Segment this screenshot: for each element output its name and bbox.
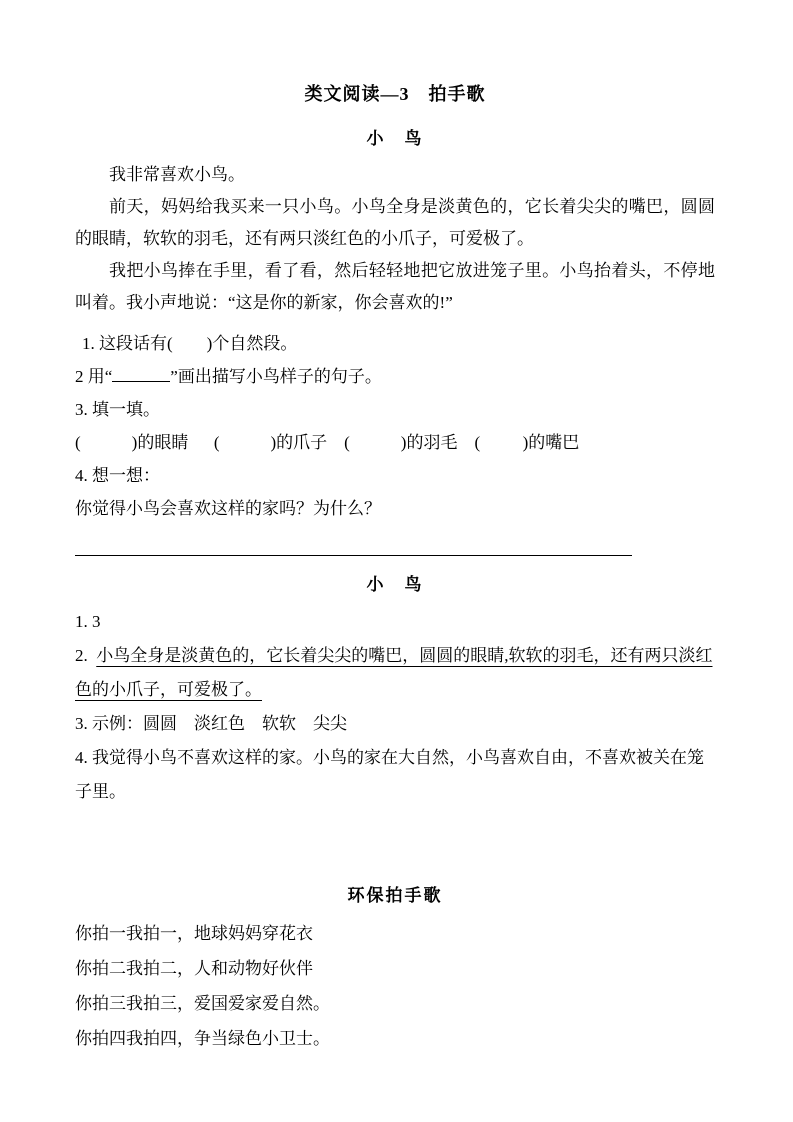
- passage-title: 小 鸟: [366, 129, 424, 148]
- answer-3: 3. 示例：圆圆 淡红色 软软 尖尖: [75, 714, 347, 733]
- poem-block: [75, 881, 715, 1056]
- page-title: 类文阅读—3 拍手歌: [304, 84, 486, 104]
- poem-line: 你拍四我拍四，争当绿色小卫士。: [75, 1029, 330, 1048]
- answers-block: [75, 570, 715, 809]
- answer-2-number: 2.: [75, 646, 97, 665]
- answer-2: [75, 639, 715, 707]
- section-divider: [75, 555, 632, 556]
- poem-line: 你拍一我拍一，地球妈妈穿花衣: [75, 924, 313, 943]
- answer-2-underlined: 小鸟全身是淡黄色的，它长着尖尖的嘴巴，圆圆的眼睛,软软的羽毛，还有两只淡红色的小爪子，可爱极了。: [75, 646, 713, 699]
- questions-block: [75, 327, 715, 525]
- answer-1: 1. 3: [75, 612, 101, 631]
- question-2-suffix: ”画出描写小鸟样子的句子。: [170, 367, 382, 386]
- answer-4: 4. 我觉得小鸟不喜欢这样的家。小鸟的家在大自然，小鸟喜欢自由，不喜欢被关在笼子里。: [75, 748, 704, 801]
- question-4: 4. 想一想：: [75, 466, 160, 485]
- underline-blank: [112, 364, 170, 382]
- question-3: 3. 填一填。: [75, 400, 160, 419]
- question-2-prefix: 2 用“: [75, 367, 113, 386]
- passage-paragraph: 前天，妈妈给我买来一只小鸟。小鸟全身是淡黄色的，它长着尖尖的嘴巴，圆圆的眼睛，软软的羽毛，还有两只淡红色的小爪子，可爱极了。: [75, 197, 715, 248]
- question-2: [75, 360, 715, 393]
- question-1: 1. 这段话有( )个自然段。: [82, 334, 298, 353]
- answers-title: 小 鸟: [366, 575, 424, 594]
- fill-blanks-line: ( )的眼睛 ( )的爪子 ( )的羽毛 ( )的嘴巴: [75, 433, 580, 452]
- passage-body: [75, 159, 715, 319]
- poem-line: 你拍三我拍三，爱国爱家爱自然。: [75, 994, 330, 1013]
- poem-line: 你拍二我拍二，人和动物好伙伴: [75, 959, 313, 978]
- question-4-sub: 你觉得小鸟会喜欢这样的家吗？为什么？: [75, 499, 381, 518]
- passage-paragraph: 我非常喜欢小鸟。: [109, 165, 245, 184]
- passage-paragraph: 我把小鸟捧在手里，看了看，然后轻轻地把它放进笼子里。小鸟抬着头，不停地叫着。我小声地说：“这是你的新家，你会喜欢的!”: [75, 261, 715, 312]
- poem-title: 环保拍手歌: [347, 886, 443, 905]
